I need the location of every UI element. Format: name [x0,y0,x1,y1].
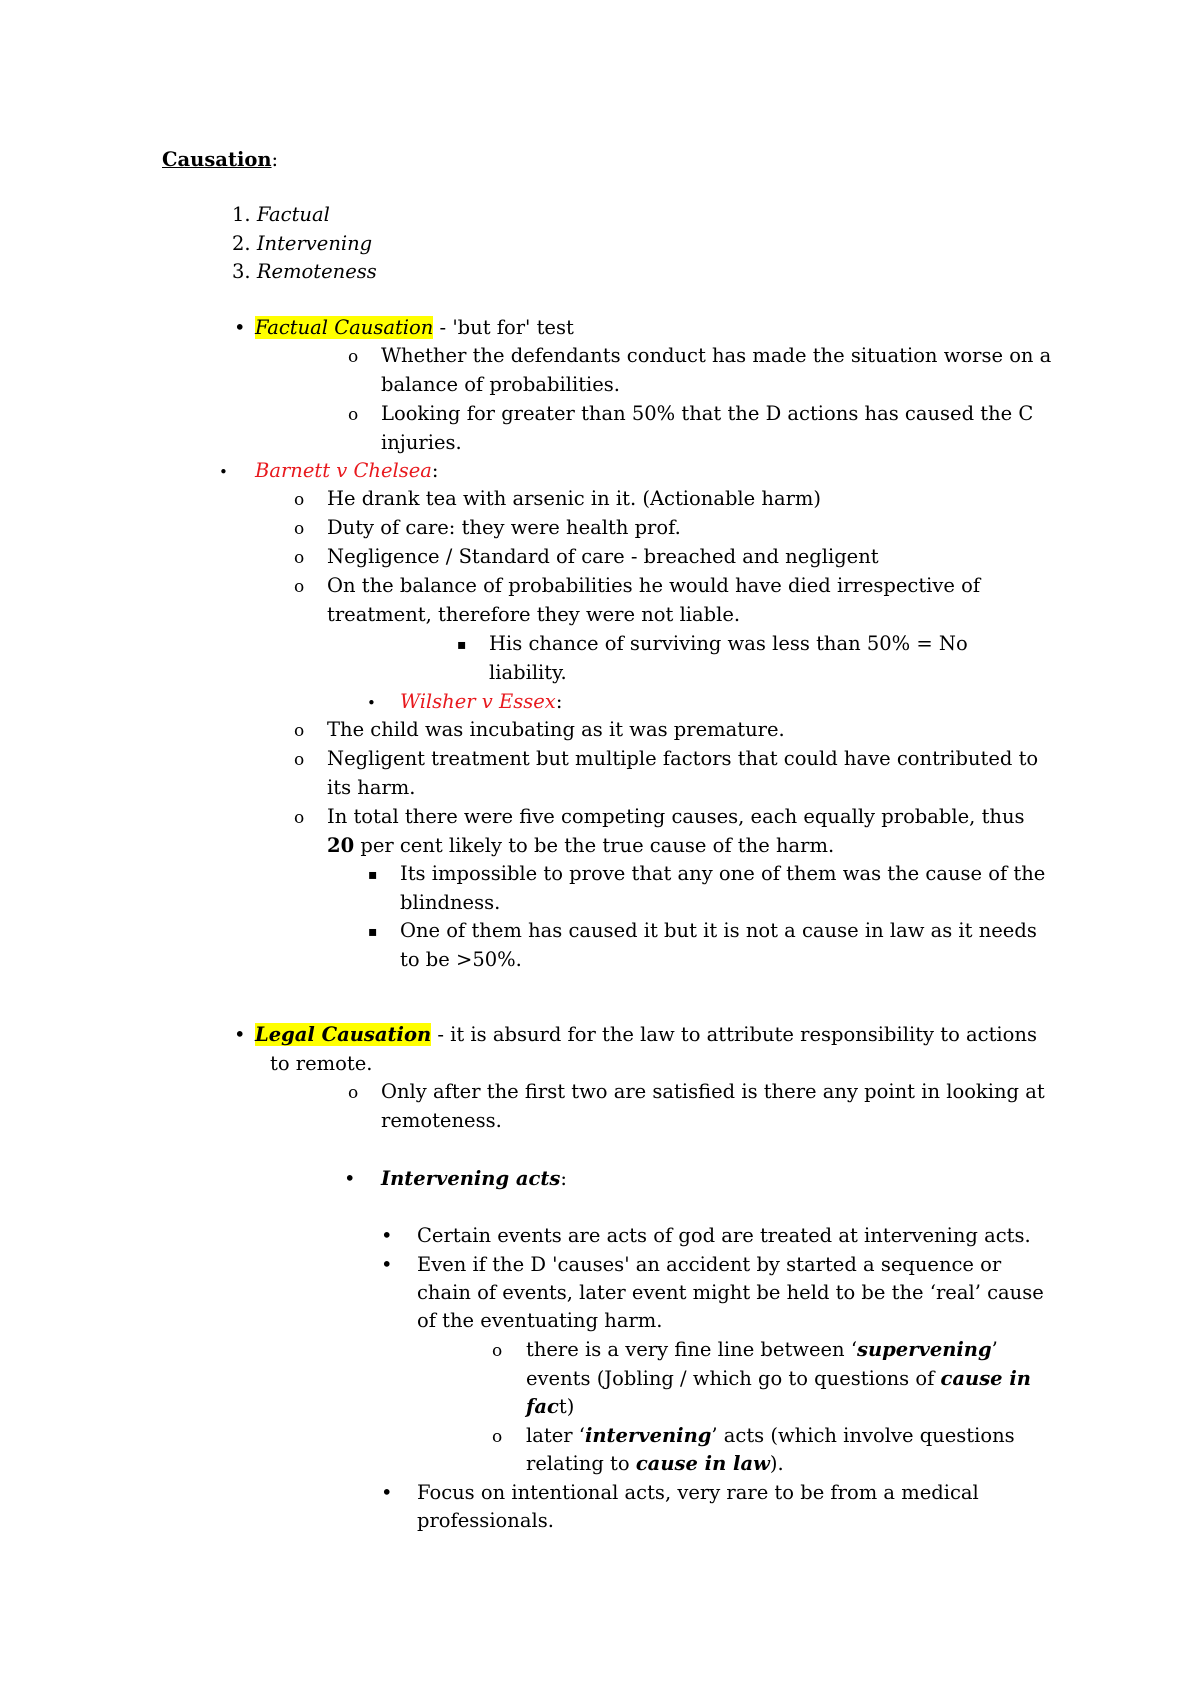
barnett-point-2: Duty of care: they were health prof. [327,516,681,539]
circle-o-bullet-icon: o [294,519,305,539]
disc-bullet-icon: • [381,1253,393,1276]
intervening-sub-1: there is a very fine line between ‘supervening’ [526,1338,998,1361]
barnett-point-4: On the balance of probabilities he would have died irrespective of [327,574,981,597]
circle-o-bullet-icon: o [294,750,305,770]
intervening-sub-1-cont: fact) [526,1395,575,1418]
barnett-point-3: Negligence / Standard of care - breached and negligent [327,545,879,568]
numbered-item: 3. Remoteness [232,260,377,283]
intervening-point-2-cont: of the eventuating harm. [417,1309,663,1332]
intervening-acts-heading: Intervening acts: [381,1167,567,1190]
intervening-point-3: Focus on intentional acts, very rare to be from a medical [417,1481,979,1504]
disc-bullet-icon: • [234,1023,246,1046]
legal-causation-cont: to remote. [270,1052,373,1075]
circle-o-bullet-icon: o [348,347,359,367]
disc-bullet-icon: • [344,1167,356,1190]
wilsher-point-3-cont: 20 per cent likely to be the true cause of the harm. [327,834,835,857]
disc-bullet-icon: • [219,463,228,481]
wilsher-point-2: Negligent treatment but multiple factors that could have contributed to [327,747,1039,770]
circle-o-bullet-icon: o [294,721,305,741]
intervening-sub-2-cont: relating to cause in law). [526,1452,784,1475]
numbered-item: 1. Factual [232,203,330,226]
disc-bullet-icon: • [381,1481,393,1504]
legal-point-1: Only after the first two are satisfied is there any point in looking at [381,1080,1045,1103]
case-title-barnett: Barnett v Chelsea: [255,459,439,482]
numbered-item: 2. Intervening [232,232,373,255]
factual-causation-heading: Factual Causation - 'but for' test [255,316,574,339]
legal-point-1-cont: remoteness. [381,1109,502,1132]
page-title: Causation: [162,148,279,171]
barnett-point-5: His chance of surviving was less than 50% = No [489,632,968,655]
circle-o-bullet-icon: o [294,548,305,568]
case-title-wilsher: Wilsher v Essex: [400,690,563,713]
factual-point-1-cont: balance of probabilities. [381,373,621,396]
legal-causation-heading: Legal Causation - it is absurd for the law to attribute responsibility to actions [255,1023,1037,1046]
circle-o-bullet-icon: o [348,405,359,425]
intervening-point-2: Even if the D 'causes' an accident by started a sequence or [417,1253,1002,1276]
barnett-point-4-cont: treatment, therefore they were not liable. [327,603,741,626]
circle-o-bullet-icon: o [294,577,305,597]
factual-point-2: Looking for greater than 50% that the D actions has caused the C [381,402,1034,425]
intervening-sub-1-cont: events (Jobling / which go to questions of cause in [526,1367,1031,1390]
square-bullet-icon: ▪ [457,637,467,653]
intervening-point-2-cont: chain of events, later event might be held to be the ‘real’ cause [417,1281,1044,1304]
circle-o-bullet-icon: o [294,490,305,510]
disc-bullet-icon: • [367,694,376,712]
circle-o-bullet-icon: o [492,1427,503,1447]
wilsher-point-5: One of them has caused it but it is not a cause in law as it needs [400,919,1037,942]
factual-point-2-cont: injuries. [381,431,462,454]
intervening-point-3-cont: professionals. [417,1509,554,1532]
wilsher-point-3: In total there were five competing causes, each equally probable, thus [327,805,1025,828]
wilsher-point-4: Its impossible to prove that any one of them was the cause of the [400,862,1046,885]
wilsher-point-2-cont: its harm. [327,776,416,799]
circle-o-bullet-icon: o [294,808,305,828]
disc-bullet-icon: • [234,316,246,339]
barnett-point-1: He drank tea with arsenic in it. (Actionable harm) [327,487,822,510]
wilsher-point-4-cont: blindness. [400,891,501,914]
intervening-point-1: Certain events are acts of god are treated at intervening acts. [417,1224,1031,1247]
circle-o-bullet-icon: o [492,1341,503,1361]
square-bullet-icon: ▪ [368,924,378,940]
barnett-point-5-cont: liability. [489,661,567,684]
factual-point-1: Whether the defendants conduct has made the situation worse on a [381,344,1052,367]
wilsher-point-1: The child was incubating as it was premature. [327,718,785,741]
circle-o-bullet-icon: o [348,1083,359,1103]
intervening-sub-2: later ‘intervening’ acts (which involve questions [526,1424,1015,1447]
square-bullet-icon: ▪ [368,867,378,883]
wilsher-point-5-cont: to be >50%. [400,948,522,971]
disc-bullet-icon: • [381,1224,393,1247]
